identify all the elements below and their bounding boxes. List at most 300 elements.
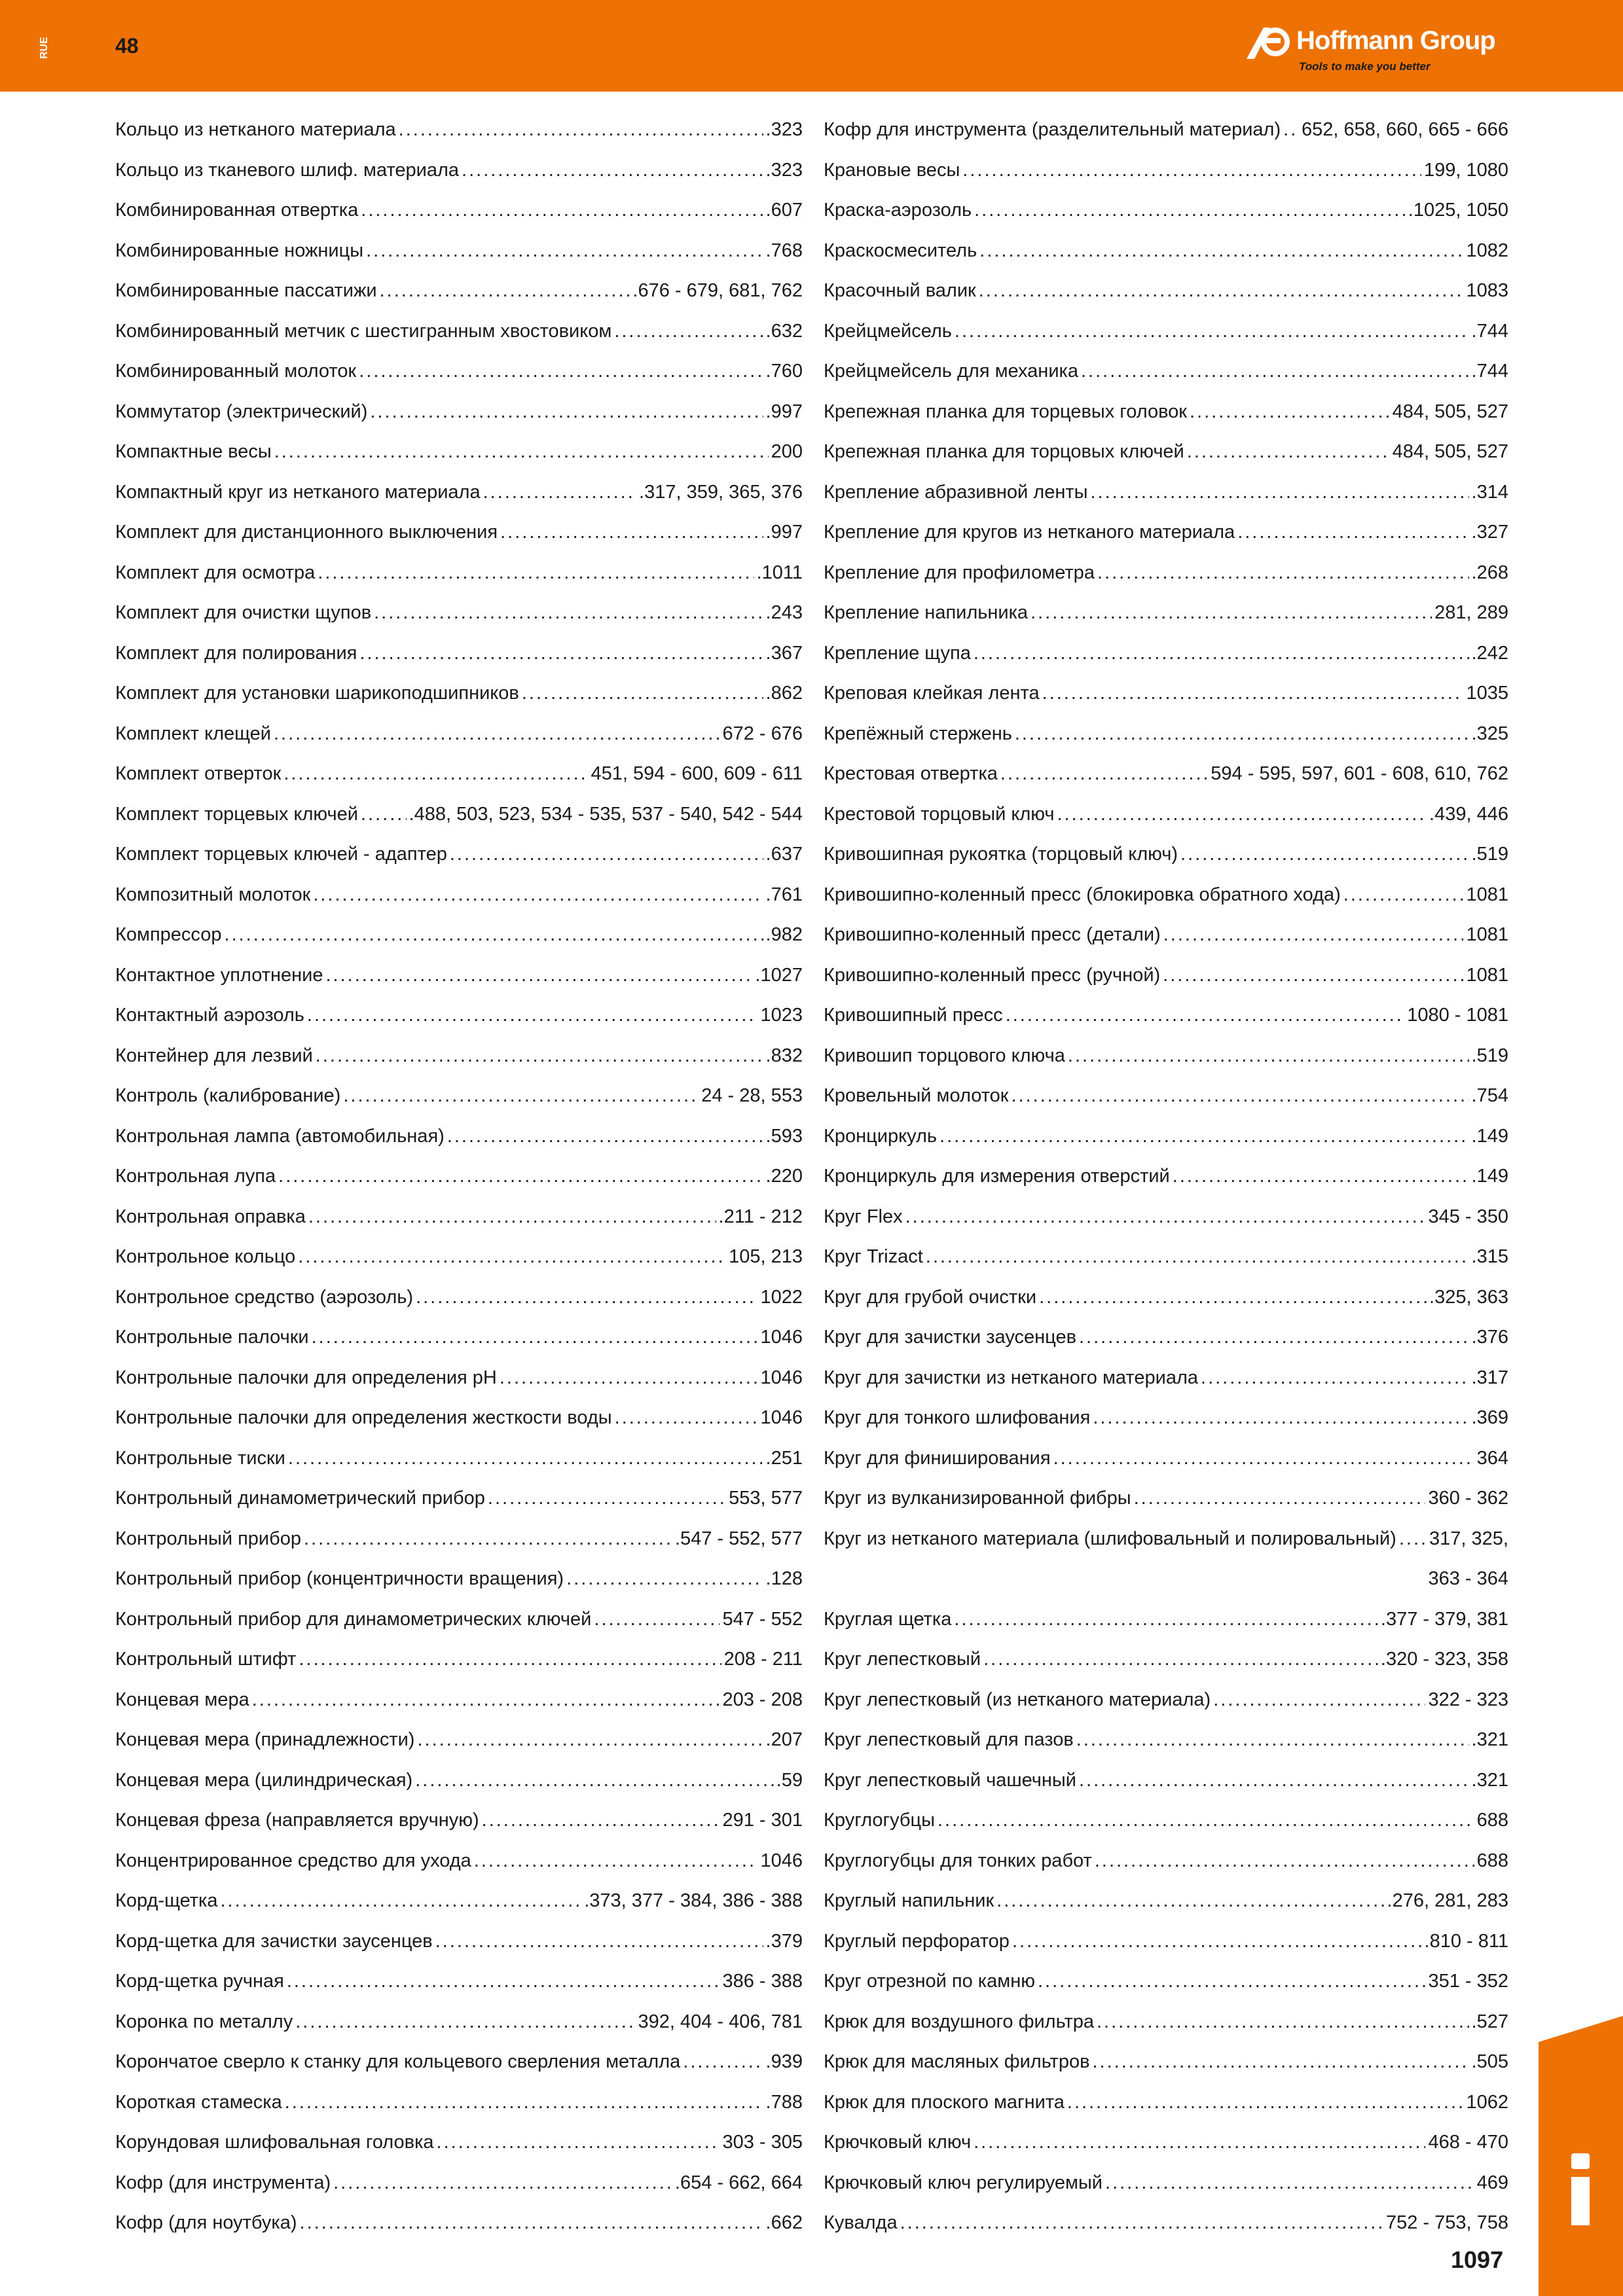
index-term: Круг Flex (824, 1206, 903, 1227)
dot-leader (1038, 1962, 1425, 2002)
dot-leader (522, 673, 763, 714)
index-pages: .607 (765, 200, 803, 221)
index-entry (824, 1197, 1508, 1238)
index-entry (115, 634, 803, 674)
index-term: Контрольная оправка (115, 1206, 306, 1227)
index-pages: .632 (765, 320, 803, 342)
index-term: Концевая мера (принадлежности) (115, 1729, 415, 1750)
index-entry (824, 1237, 1508, 1278)
index-entry (115, 2203, 803, 2244)
index-pages: 594 - 595, 597, 601 - 608, 610, 762 (1211, 763, 1508, 784)
index-entry (824, 2163, 1508, 2204)
index-term: Крепёжный стержень (824, 723, 1012, 744)
dot-leader (983, 1640, 1378, 1680)
dot-leader (1173, 1157, 1469, 1197)
index-term: Кривошипный пресс (824, 1005, 1003, 1026)
index-pages: .744 (1471, 361, 1508, 382)
index-pages: .862 (765, 683, 803, 704)
index-term: Круг лепестковый для пазов (824, 1729, 1074, 1750)
index-term: Кронциркуль для измерения отверстий (824, 1166, 1170, 1187)
index-column-right (824, 110, 1508, 2244)
index-pages: .761 (765, 884, 803, 905)
index-entry (115, 553, 803, 594)
index-entry (824, 1117, 1508, 1157)
index-entry (824, 2123, 1508, 2163)
dot-leader (1097, 2002, 1469, 2043)
index-pages: 688 (1476, 1850, 1508, 1871)
index-term: Комплект торцевых ключей - адаптер (115, 844, 447, 865)
dot-leader (926, 1237, 1469, 1278)
index-pages: .320 - 323, 358 (1380, 1649, 1508, 1670)
dot-leader (974, 190, 1406, 231)
index-term: Круглогубцы (824, 1810, 935, 1831)
index-pages: .315 (1471, 1246, 1508, 1267)
index-term: Комплект для очистки щупов (115, 602, 372, 623)
index-term: Круг лепестковый (824, 1649, 981, 1670)
dot-leader (252, 1680, 720, 1721)
index-entry (824, 996, 1508, 1036)
dot-leader (939, 1117, 1469, 1157)
index-term: Концевая фреза (направляется вручную) (115, 1810, 479, 1831)
index-entry (115, 1076, 803, 1117)
index-entry (824, 1680, 1508, 1721)
index-term: Композитный молоток (115, 884, 311, 905)
index-pages: 1081 (1466, 924, 1508, 945)
dot-leader (1180, 834, 1469, 875)
index-pages: .321 (1471, 1729, 1508, 1750)
dot-leader (318, 553, 754, 594)
index-entry (824, 1640, 1508, 1680)
index-pages: 317, 325, (1429, 1528, 1508, 1549)
dot-leader (1237, 512, 1468, 553)
index-term: Крюк для плоского магнита (824, 2091, 1065, 2113)
dot-leader (1012, 1922, 1422, 1962)
dot-leader (435, 1922, 763, 1962)
index-term: Комплект для осмотра (115, 562, 316, 583)
index-term: Красочный валик (824, 280, 976, 301)
dot-leader (307, 996, 758, 1036)
index-pages: .788 (765, 2091, 803, 2113)
index-pages: 469 (1476, 2172, 1508, 2193)
index-entry (115, 1157, 803, 1197)
index-pages: .373, 377 - 384, 386 - 388 (584, 1890, 803, 1911)
index-pages: .527 (1471, 2011, 1508, 2032)
dot-leader (370, 392, 763, 433)
index-entry (824, 351, 1508, 392)
index-entry (824, 1479, 1508, 1519)
index-entry (824, 754, 1508, 795)
dot-leader (615, 1398, 758, 1439)
index-term: Короткая стамеска (115, 2091, 282, 2113)
index-term: Крюк для воздушного фильтра (824, 2011, 1094, 2032)
index-entry (115, 1237, 803, 1278)
index-pages: 451, 594 - 600, 609 - 611 (591, 763, 803, 784)
index-term: Краскосмеситель (824, 240, 977, 261)
index-entry (115, 1036, 803, 1077)
index-pages: .149 (1471, 1125, 1508, 1147)
dot-leader (482, 1801, 720, 1841)
index-term: Корундовая шлифовальная головка (115, 2132, 434, 2153)
index-pages: 360 - 362 (1428, 1488, 1508, 1509)
index-pages: 203 - 208 (722, 1689, 803, 1710)
index-entry (824, 2083, 1508, 2123)
index-pages: 547 - 552 (722, 1608, 803, 1630)
index-entry (824, 2203, 1508, 2244)
index-term: Кувалда (824, 2212, 898, 2233)
index-pages: 1083 (1466, 280, 1508, 301)
index-entry (824, 593, 1508, 634)
index-pages: .760 (765, 361, 803, 382)
index-pages: .321 (1471, 1769, 1508, 1791)
index-entry (115, 754, 803, 795)
index-term: Кронциркуль (824, 1125, 938, 1147)
index-term: Корд-щетка ручная (115, 1971, 284, 1992)
index-entry (115, 714, 803, 755)
index-pages: 1035 (1466, 683, 1508, 704)
index-term: Кривошипная рукоятка (торцовый ключ) (824, 844, 1178, 865)
index-pages: .323 (765, 159, 803, 181)
index-term: Контрольная лупа (115, 1166, 276, 1187)
index-entry (115, 996, 803, 1036)
index-pages: .519 (1471, 1045, 1508, 1066)
index-term: Кофр (для инструмента) (115, 2172, 331, 2193)
index-term: Круг для зачистки заусенцев (824, 1327, 1076, 1348)
index-term: Концентрированное средство для ухода (115, 1850, 471, 1871)
index-term: Круг лепестковый (из нетканого материала) (824, 1689, 1211, 1710)
index-entry (115, 593, 803, 634)
index-term: Контрольные палочки (115, 1327, 309, 1348)
index-entry (824, 634, 1508, 674)
index-entry (824, 1600, 1508, 1640)
index-pages: .637 (765, 844, 803, 865)
index-entry (115, 1881, 803, 1922)
page-number-bottom: 1097 (1451, 2246, 1504, 2273)
dot-leader (1015, 714, 1469, 755)
index-term: Крючковый ключ регулируемый (824, 2172, 1103, 2193)
index-term: Круг для финиширования (824, 1447, 1051, 1469)
dot-leader (300, 2203, 763, 2244)
index-term: Комбинированные ножницы (115, 240, 364, 261)
index-entry (115, 834, 803, 875)
dot-leader (594, 1600, 720, 1640)
index-term: Концевая мера (115, 1689, 249, 1710)
index-pages: .593 (765, 1125, 803, 1147)
index-term: Кофр (для ноутбука) (115, 2212, 297, 2233)
index-pages: .488, 503, 523, 534 - 535, 537 - 540, 542 - 544 (409, 803, 803, 825)
index-term: Контрольный динамометрический прибор (115, 1488, 485, 1509)
dot-leader (312, 1318, 758, 1358)
dot-leader (1079, 1761, 1469, 1801)
index-term: Корд-щетка (115, 1890, 218, 1911)
index-term: Комплект торцевых ключей (115, 803, 358, 825)
index-pages: .327 (1471, 522, 1508, 543)
dot-leader (1213, 1680, 1425, 1721)
index-entry (115, 1640, 803, 1680)
index-entry (115, 1801, 803, 1841)
index-term: Круг из нетканого материала (шлифовальный и полировальный) (824, 1528, 1396, 1549)
index-pages: .997 (765, 522, 803, 543)
index-pages: .149 (1471, 1166, 1508, 1187)
index-pages: .1027 (755, 964, 803, 986)
index-entry (824, 432, 1508, 473)
index-entry (115, 1479, 803, 1519)
dot-leader (1163, 915, 1464, 956)
dot-leader (278, 1157, 763, 1197)
index-pages: 1046 (760, 1367, 803, 1388)
dot-leader (366, 231, 763, 272)
dot-leader (1343, 875, 1464, 916)
index-pages: 1023 (760, 1005, 803, 1026)
index-entry (115, 473, 803, 513)
logo-tagline: Tools to make you better (1299, 60, 1431, 73)
index-entry (115, 875, 803, 916)
index-entry (115, 151, 803, 191)
index-term: Контрольный прибор для динамометрических ключей (115, 1608, 592, 1630)
dot-leader (462, 151, 763, 191)
dot-leader (221, 1881, 582, 1922)
index-term: Кривошипно-коленный пресс (ручной) (824, 964, 1161, 986)
index-entry (115, 1318, 803, 1358)
index-entry (115, 1197, 803, 1238)
index-pages: 291 - 301 (722, 1810, 803, 1831)
index-pages: .242 (1471, 642, 1508, 664)
index-term: Контрольный штифт (115, 1649, 297, 1670)
index-pages: 208 - 211 (723, 1649, 803, 1670)
index-entry (115, 1922, 803, 1962)
index-entry (824, 1318, 1508, 1358)
index-term: Комбинированный метчик с шестигранным хвостовиком (115, 320, 612, 342)
dot-leader (1079, 1318, 1469, 1358)
index-pages: .744 (1471, 320, 1508, 342)
index-entry (824, 714, 1508, 755)
index-pages: .268 (1471, 562, 1508, 583)
index-term: Крестовой торцовый ключ (824, 803, 1055, 825)
index-entry (115, 392, 803, 433)
index-term: Крановые весы (824, 159, 960, 181)
index-entry (115, 1962, 803, 2002)
index-entry (824, 1881, 1508, 1922)
dot-leader (1068, 1036, 1469, 1077)
dot-leader (1000, 754, 1208, 795)
index-term: Контактный аэрозоль (115, 1005, 304, 1026)
index-pages: 303 - 305 (722, 2132, 803, 2153)
index-entry (115, 1439, 803, 1479)
index-pages: .547 - 552, 577 (674, 1528, 803, 1549)
index-term: Круглая щетка (824, 1608, 952, 1630)
index-entry (115, 231, 803, 272)
index-pages: .676 - 679, 681, 762 (632, 280, 803, 301)
dot-leader (288, 1439, 763, 1479)
side-tab-notch (1539, 2016, 1623, 2042)
index-term: Комплект для дистанционного выключения (115, 522, 498, 543)
dot-leader (359, 634, 763, 674)
index-pages: .220 (765, 1166, 803, 1187)
index-term: Контактное уплотнение (115, 964, 323, 986)
dot-leader (437, 2123, 720, 2163)
index-entry (115, 2083, 803, 2123)
dot-leader (447, 1117, 763, 1157)
index-term: Крепление щупа (824, 642, 971, 664)
index-entry (115, 915, 803, 956)
index-pages: 392, 404 - 406, 781 (638, 2011, 803, 2032)
index-pages: 484, 505, 527 (1392, 401, 1508, 422)
index-term: Креповая клейкая лента (824, 683, 1040, 704)
dot-leader (325, 956, 752, 996)
index-term: Кровельный молоток (824, 1085, 1009, 1106)
index-entry (115, 351, 803, 392)
index-pages: 386 - 388 (722, 1971, 803, 1992)
index-entry (115, 271, 803, 312)
dot-leader (361, 190, 763, 231)
index-pages: .662 (765, 2212, 803, 2233)
dot-leader (488, 1479, 726, 1519)
index-term: Комбинированная отвертка (115, 200, 359, 221)
dot-leader (566, 1559, 763, 1600)
index-term: Коммутатор (электрический) (115, 401, 368, 422)
dot-leader (1042, 673, 1464, 714)
index-term: Крючковый ключ (824, 2132, 972, 2153)
index-entry (115, 1559, 803, 1600)
dot-leader (614, 312, 763, 352)
index-entry (824, 553, 1508, 594)
index-pages: .207 (765, 1729, 803, 1750)
index-entry (824, 110, 1508, 151)
index-entry (824, 1358, 1508, 1399)
dot-leader (1097, 553, 1469, 594)
index-pages: 468 - 470 (1428, 2132, 1508, 2153)
index-term: Круглый перфоратор (824, 1930, 1010, 1952)
index-pages: 345 - 350 (1428, 1206, 1508, 1227)
index-entry (824, 2042, 1508, 2083)
index-term: Контрольная лампа (автомобильная) (115, 1125, 445, 1147)
dot-leader (474, 1841, 758, 1882)
dot-leader (954, 1600, 1378, 1640)
index-entry (115, 795, 803, 835)
index-term: Круг отрезной по камню (824, 1971, 1035, 1992)
index-term: Контрольный прибор (концентричности вращения) (115, 1568, 564, 1589)
index-term: Комплект клещей (115, 723, 271, 744)
dot-leader (298, 1237, 726, 1278)
index-term: Контрольный прибор (115, 1528, 301, 1549)
dot-leader (1030, 593, 1432, 634)
index-term: Комбинированный молоток (115, 361, 357, 382)
index-pages: .519 (1471, 844, 1508, 865)
dot-leader (1057, 795, 1427, 835)
index-pages: .376 (1471, 1327, 1508, 1348)
hoffmann-logo-icon (1244, 22, 1294, 62)
dot-leader (979, 231, 1463, 272)
index-entry (824, 1439, 1508, 1479)
index-entry (824, 392, 1508, 433)
index-pages: .128 (765, 1568, 803, 1589)
dot-leader (996, 1881, 1384, 1922)
index-pages: 688 (1476, 1810, 1508, 1831)
index-entry (824, 834, 1508, 875)
index-pages: .325 (1471, 723, 1508, 744)
dot-leader (962, 151, 1421, 191)
index-entry (824, 1922, 1508, 1962)
index-pages: 1062 (1466, 2091, 1508, 2113)
dot-leader (1093, 1398, 1468, 1439)
index-pages: 1081 (1466, 964, 1508, 986)
dot-leader (1095, 1841, 1474, 1882)
index-term: Контрольное кольцо (115, 1246, 296, 1267)
index-entry (824, 1962, 1508, 2002)
info-side-tab (1539, 2042, 1623, 2296)
index-term: Круг для зачистки из нетканого материала (824, 1367, 1199, 1388)
index-entry (824, 1841, 1508, 1882)
index-entry (115, 1117, 803, 1157)
dot-leader (316, 1036, 763, 1077)
index-pages: .59 (776, 1769, 803, 1791)
index-term: Кривошипно-коленный пресс (блокировка обратного хода) (824, 884, 1341, 905)
language-code: RUE (39, 37, 50, 59)
index-entry (115, 2163, 803, 2204)
index-term: Кольцо из нетканого материала (115, 119, 396, 140)
index-pages: 200 (771, 441, 803, 462)
dot-leader (1190, 392, 1390, 433)
index-entry (115, 1841, 803, 1882)
dot-leader (359, 351, 763, 392)
dot-leader (1006, 996, 1405, 1036)
dot-leader (308, 1197, 716, 1238)
index-term: Кривошип торцового ключа (824, 1045, 1065, 1066)
index-entry (115, 2042, 803, 2083)
index-entry (824, 1801, 1508, 1841)
dot-leader (416, 1278, 757, 1318)
index-entry (115, 110, 803, 151)
index-term: Круг для тонкого шлифования (824, 1407, 1091, 1428)
index-pages: 322 - 323 (1428, 1689, 1508, 1710)
index-entry (824, 915, 1508, 956)
index-pages: .379 (765, 1930, 803, 1952)
index-pages: .317, 359, 365, 376 (639, 481, 803, 503)
index-entry (115, 1761, 803, 1801)
index-entry (115, 432, 803, 473)
index-pages: 1046 (760, 1850, 803, 1871)
index-term: Крейцмейсель для механика (824, 361, 1078, 382)
index-entry (824, 1278, 1508, 1318)
index-entry (824, 1157, 1508, 1197)
dot-leader (1076, 1720, 1469, 1761)
brand-logo (1244, 20, 1519, 79)
index-entry (824, 231, 1508, 272)
index-term: Компактный круг из нетканого материала (115, 481, 481, 503)
index-entry (824, 190, 1508, 231)
index-pages: 105, 213 (729, 1246, 803, 1267)
index-term: Крепежная планка для торцевых головок (824, 401, 1187, 422)
dot-leader (225, 915, 763, 956)
dot-leader (1105, 2163, 1474, 2204)
index-pages: 1080 - 1081 (1407, 1005, 1508, 1026)
index-term: Круглогубцы для тонких работ (824, 1850, 1092, 1871)
dot-leader (979, 271, 1464, 312)
dot-leader (974, 2123, 1425, 2163)
dot-leader (974, 634, 1469, 674)
index-term: Кривошипно-коленный пресс (детали) (824, 924, 1161, 945)
dot-leader (1134, 1479, 1426, 1519)
index-pages: 752 - 753, 758 (1385, 2212, 1508, 2233)
index-term: Круг Trizact (824, 1246, 923, 1267)
dot-leader (1081, 351, 1469, 392)
dot-leader (1163, 956, 1463, 996)
index-term: Крестовая отвертка (824, 763, 998, 784)
index-entry (115, 512, 803, 553)
index-pages: .276, 281, 283 (1387, 1890, 1508, 1911)
index-term: Крепежная планка для торцовых ключей (824, 441, 1184, 462)
index-entry (824, 875, 1508, 916)
index-entry (115, 956, 803, 996)
